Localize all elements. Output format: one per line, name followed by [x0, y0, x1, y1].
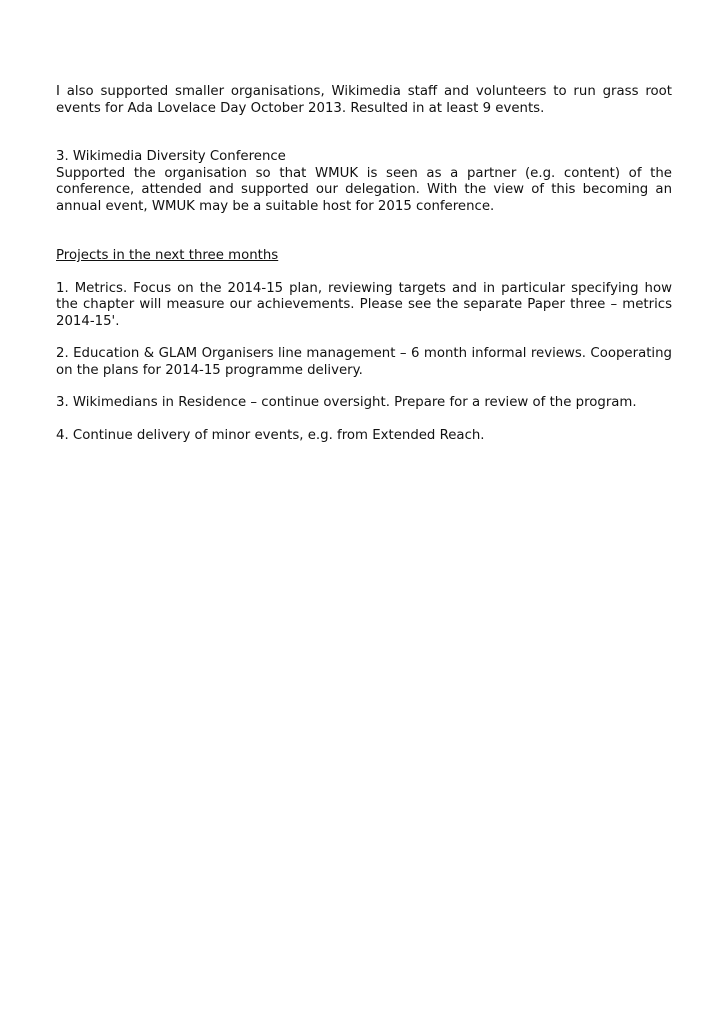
spacer: [56, 265, 672, 281]
document-page: [56, 84, 672, 444]
spacer: [56, 117, 672, 149]
projects-heading: Projects in the next three months: [56, 248, 279, 263]
project-item-residence: 3. Wikimedians in Residence – continue oversight. Prepare for a review of the program.: [56, 395, 637, 410]
project-item-line-management: 2. Education & GLAM Organisers line management – 6 month informal reviews. Cooperating on the plans for 2014-15 programme delivery.: [56, 346, 672, 378]
diversity-conference-paragraph: Supported the organisation so that WMUK is seen as a partner (e.g. content) of the conference, attended and supported our delegation. With the view of this becoming an annual event, WMUK may be a suitable host for 2015 conference.: [56, 165, 672, 214]
project-item-minor-events: 4. Continue delivery of minor events, e.g. from Extended Reach.: [56, 427, 485, 443]
project-item-metrics: 1. Metrics. Focus on the 2014-15 plan, reviewing targets and in particular specifying how the chapter will measure our achievements. Please see the separate Paper three – metrics 2014-15'.: [56, 280, 672, 329]
spacer: [56, 412, 672, 428]
intro-paragraph: I also supported smaller organisations, Wikimedia staff and volunteers to run grass root events for Ada Lovelace Day October 2013. Resulted in at least 9 events.: [56, 84, 672, 116]
diversity-conference-heading: 3. Wikimedia Diversity Conference: [56, 149, 286, 164]
spacer: [56, 379, 672, 395]
spacer: [56, 330, 672, 346]
spacer: [56, 215, 672, 248]
